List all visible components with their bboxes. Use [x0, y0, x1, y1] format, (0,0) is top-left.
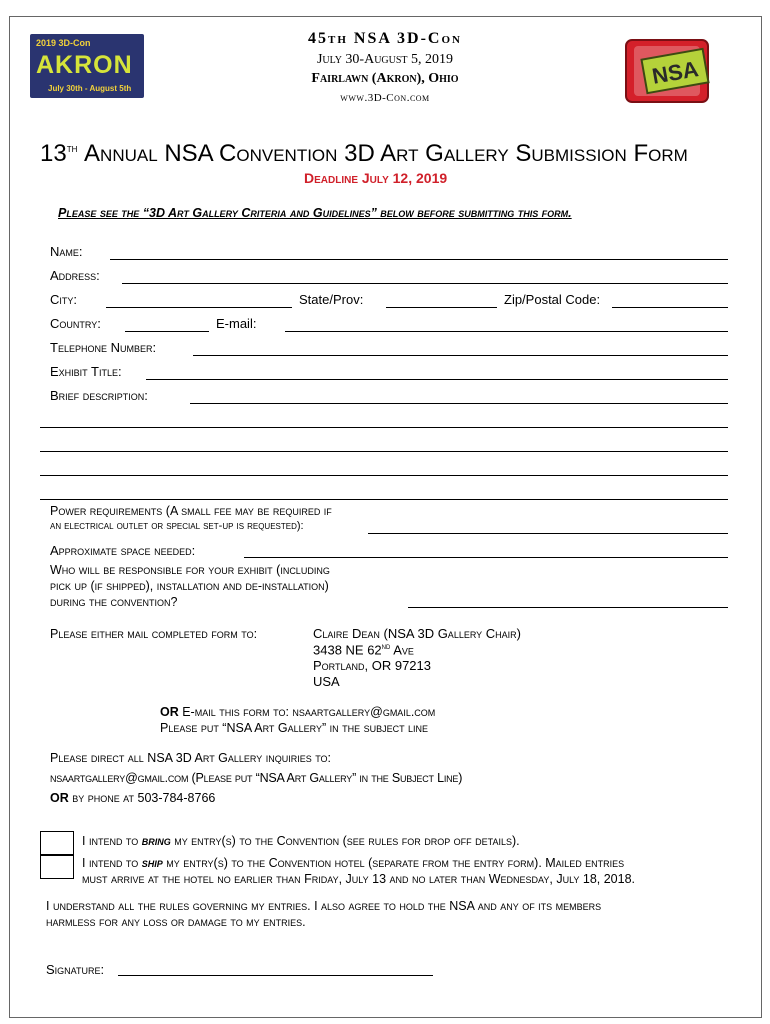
country-label: Country: [50, 316, 101, 331]
name-field[interactable] [110, 259, 728, 260]
responsible-label-line1: Who will be responsible for your exhibit (including [50, 563, 330, 577]
space-field[interactable] [244, 557, 728, 558]
email-label: E-mail: [216, 316, 257, 331]
form-title: 13th Annual NSA Convention 3D Art Gallery Submission Form [40, 140, 688, 167]
responsible-label-line3: during the convention? [50, 595, 178, 609]
ship-option-text-line2: must arrive at the hotel no earlier than Friday, July 13 and no later than Wednesday, July 18, 2018. [82, 872, 636, 886]
convention-location: Fairlawn (Akron), Ohio [311, 71, 459, 86]
mail-address-city: Portland, OR 97213 [313, 658, 431, 673]
description-field-1[interactable] [190, 403, 728, 404]
guidelines-notice: Please see the “3D Art Gallery Criteria and Guidelines” below before submitting this form. [58, 206, 572, 220]
telephone-label: Telephone Number: [50, 340, 157, 355]
phone-option: OR by phone at 503-784-8766 [50, 791, 216, 805]
bring-checkbox[interactable] [40, 831, 74, 855]
mail-address-name: Claire Dean (NSA 3D Gallery Chair) [313, 626, 521, 641]
email-field[interactable] [285, 331, 728, 332]
agreement-line1: I understand all the rules governing my entries. I also agree to hold the NSA and any of its members [46, 899, 602, 913]
power-field[interactable] [368, 533, 728, 534]
logo-year: 2019 3D-Con [36, 38, 91, 48]
country-field[interactable] [125, 331, 209, 332]
nsa-logo [620, 38, 714, 104]
mail-address-country: USA [313, 674, 340, 689]
zip-field[interactable] [612, 307, 728, 308]
state-label: State/Prov: [299, 292, 364, 307]
telephone-field[interactable] [193, 355, 728, 356]
description-field-4[interactable] [40, 475, 728, 476]
inquiries-line1: Please direct all NSA 3D Art Gallery inquiries to: [50, 751, 332, 765]
name-label: Name: [50, 244, 83, 259]
logo-city: AKRON [36, 51, 133, 79]
power-label-line1: Power requirements (A small fee may be required if [50, 504, 332, 518]
city-field[interactable] [106, 307, 292, 308]
exhibit-title-field[interactable] [146, 379, 728, 380]
convention-dates: July 30-August 5, 2019 [316, 52, 454, 67]
description-field-2[interactable] [40, 427, 728, 428]
responsible-label-line2: pick up (if shipped), installation and de-installation) [50, 579, 329, 593]
address-label: Address: [50, 268, 100, 283]
responsible-field[interactable] [408, 607, 728, 608]
exhibit-title-label: Exhibit Title: [50, 364, 122, 379]
ship-option-text: I intend to ship my entry(s) to the Convention hotel (separate from the entry form). Mailed entries [82, 856, 625, 870]
power-label-line2: an electrical outlet or special set-up is requested): [50, 520, 304, 532]
description-field-3[interactable] [40, 451, 728, 452]
nsa-logo-text: NSA [650, 56, 701, 89]
city-label: City: [50, 292, 78, 307]
signature-label: Signature: [46, 962, 105, 977]
subject-instruction: Please put “NSA Art Gallery” in the subject line [160, 721, 429, 735]
convention-title: 45th NSA 3D-Con [308, 30, 462, 47]
bring-option-text: I intend to bring my entry(s) to the Convention (see rules for drop off details). [82, 834, 520, 848]
logo-dates: July 30th - August 5th [48, 84, 132, 93]
address-field[interactable] [122, 283, 728, 284]
email-option: OR E-mail this form to: nsaartgallery@gmail.com [160, 705, 436, 719]
mail-label: Please either mail completed form to: [50, 627, 258, 641]
inquiries-line2: nsaartgallery@gmail.com (Please put “NSA Art Gallery” in the Subject Line) [50, 771, 463, 785]
mail-address-street: 3438 NE 62nd Ave [313, 642, 414, 658]
description-field-5[interactable] [40, 499, 728, 500]
akron-3dcon-logo [30, 34, 144, 98]
agreement-line2: harmless for any loss or damage to my entries. [46, 915, 306, 929]
convention-website: www.3D-Con.com [340, 92, 430, 104]
zip-label: Zip/Postal Code: [504, 292, 601, 307]
ship-checkbox[interactable] [40, 855, 74, 879]
state-field[interactable] [386, 307, 497, 308]
deadline: Deadline July 12, 2019 [304, 170, 448, 186]
convention-header [289, 30, 481, 104]
space-label: Approximate space needed: [50, 543, 196, 558]
description-label: Brief description: [50, 388, 148, 403]
signature-field[interactable] [118, 975, 433, 976]
